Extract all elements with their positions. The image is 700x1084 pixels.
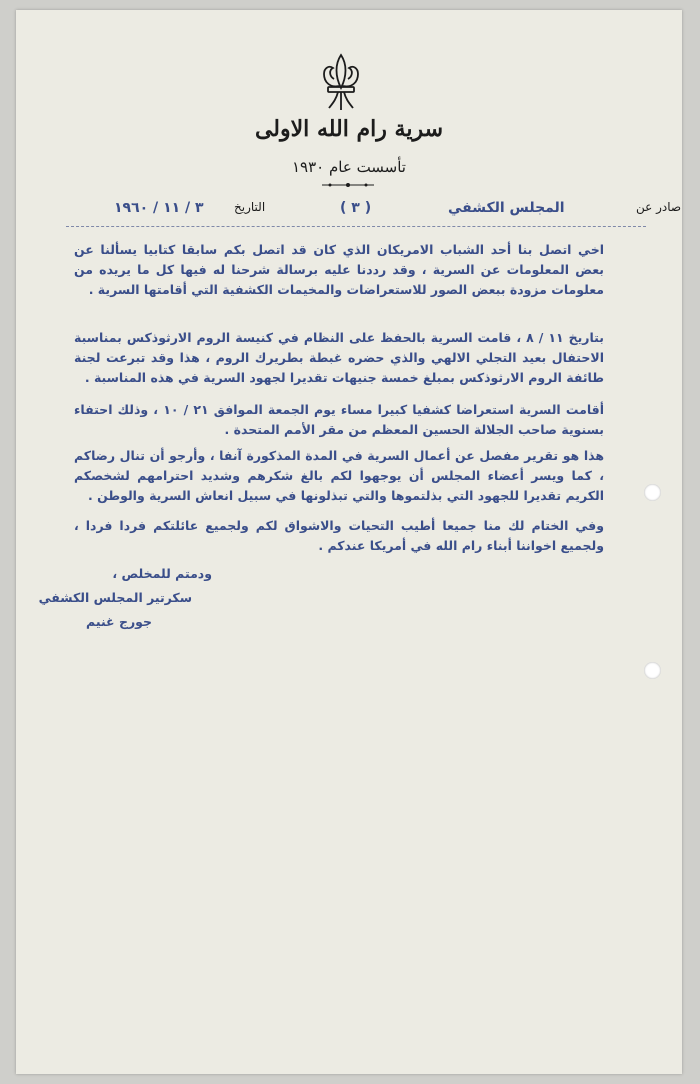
ornament-divider (318, 182, 378, 188)
paragraph-1: اخي اتصل بنا أحد الشباب الامريكان الذي كان قد اتصل بكم سابقا كتابيا يسألنا عن بعض المعلومات عن السرية ، وقد رددنا عليه برسالة شرحنا له فيها كل ما يريده من معلومات مزودة ببعض الصور للاستعراضات والمخيمات الكشفية التي أقامتها السرية . (74, 242, 604, 297)
paragraph-2: بتاريخ ١١ / ٨ ، قامت السرية بالحفظ على النظام في كنيسة الروم الارثوذكس بمناسبة الاحتفال بعيد التجلي الالهي والذي حضره غبطة بطريرك الروم ، هذا وقد تبرعت لجنة طائفة الروم الارثوذكس بمبلغ خمسة جنيهات تقديرا لجهود السرية في هذه المناسبة . (74, 330, 604, 385)
signatory-role: سكرتير المجلس الكشفي (38, 590, 192, 605)
punch-hole-upper (644, 484, 661, 501)
fleur-de-lis-emblem-icon (316, 52, 366, 114)
founded-year: تأسست عام ١٩٣٠ (291, 158, 406, 176)
header-rule (66, 226, 646, 227)
signatory-name: جورج غنيم (86, 614, 152, 629)
closing-salutation: ودمتم للمخلص ، (112, 566, 212, 581)
letter-number: ( ٣ ) (340, 200, 372, 216)
date-label: التاريخ (234, 200, 266, 214)
paragraph-4: هذا هو تقرير مفصل عن أعمال السرية في المدة المذكورة آنفا ، وأرجو أن تنال رضاكم ، كما ويسر أعضاء المجلس أن يوجهوا لكم بالغ شكرهم وشديد احترامهم لشخصكم الكريم تقديرا للجهود التي بذلتموها والتي تبذلونها في سبيل انعاش السرية والوطن . (74, 448, 604, 503)
letter-page (16, 10, 682, 1074)
paragraph-3: أقامت السرية استعراضا كشفيا كبيرا مساء يوم الجمعة الموافق ٢١ / ١٠ ، وذلك احتفاء بسنوية صاحب الجلالة الحسين المعظم من مقر الأمم المتحدة . (74, 402, 604, 437)
issuer-name: المجلس الكشفي (448, 200, 565, 216)
issuer-label: صادر عن (636, 200, 682, 214)
paragraph-5: وفي الختام لك منا جميعا أطيب التحيات والاشواق لكم ولجميع عائلتكم فردا فردا ، ولجميع اخواننا أبناء رام الله في أمريكا عندكم . (74, 518, 604, 553)
letter-date: ٣ / ١١ / ١٩٦٠ (114, 200, 204, 216)
organization-title: سرية رام الله الاولى (254, 116, 444, 142)
punch-hole-lower (644, 662, 661, 679)
